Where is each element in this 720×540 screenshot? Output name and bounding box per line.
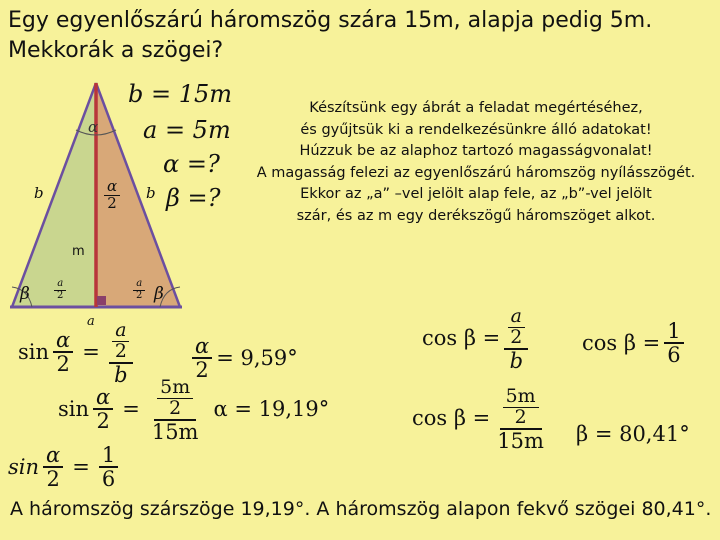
diagram-half-alpha-fraction: $\frac{\alpha}{2}$ [104, 179, 120, 212]
diagram-alpha-label: α [88, 118, 99, 136]
given-a: a = 5m [143, 116, 231, 144]
cosine-equation-1: cos β = $\frac{\frac{a}{2}}{b}$ [422, 304, 532, 372]
diagram-left-beta-label: β [20, 284, 30, 304]
sine-result-1: $\frac{\alpha}{2}$ = 9,59° [188, 335, 298, 381]
diagram-m-label: m [72, 244, 85, 259]
sine-equation-3: sin $\frac{\alpha}{2}$ = $\frac{1}{6}$ [8, 444, 122, 490]
explanation-line-6: szár, és az m egy derékszögű háromszöget alkot. [296, 207, 656, 224]
right-angle-marker [97, 296, 106, 305]
diagram-a-label: a [87, 314, 95, 329]
explanation-line-2: és gyűjtsük ki a rendelkezésünkre álló adatokat! [300, 121, 652, 138]
diagram-right-beta-label: β [154, 284, 164, 304]
sine-equation-1: sin $\frac{\alpha}{2}$ = $\frac{\frac{a}{2}}{b}$ [18, 318, 137, 386]
problem-title-line-1: Egy egyenlőszárú háromszög szára 15m, alapja pedig 5m. [8, 8, 653, 33]
problem-title [8, 6, 652, 66]
problem-title-line-2: Mekkorák a szögei? [8, 38, 224, 63]
diagram-right-b-label: b [146, 184, 156, 202]
diagram-half-a-left-fraction: $\frac{a}{2}$ [54, 279, 66, 301]
diagram-left-b-label: b [34, 184, 44, 202]
explanation-line-1: Készítsünk egy ábrát a feladat megértéséhez, [309, 100, 643, 116]
cosine-result-2: β = 80,41° [576, 422, 690, 446]
given-alpha: α =? [163, 150, 220, 178]
given-beta: β =? [166, 184, 221, 212]
explanation-text [236, 98, 716, 227]
cosine-result-1: cos β = $\frac{1}{6}$ [582, 320, 688, 366]
explanation-line-4: A magasság felezi az egyenlőszárú háromszög nyílásszögét. [256, 164, 696, 181]
sine-equation-2: sin $\frac{\alpha}{2}$ = $\frac{\frac{5m}{2}}{15m}$ α = 19,19° [58, 376, 330, 444]
diagram-half-a-right-fraction: $\frac{a}{2}$ [133, 279, 145, 301]
explanation-line-5: Ekkor az „a” –vel jelölt alap fele, az „b”-vel jelölt [300, 186, 652, 202]
given-b: b = 15m [128, 80, 233, 108]
cosine-equation-2: cos β = $\frac{\frac{5m}{2}}{15m}$ [412, 385, 544, 453]
conclusion-text: A háromszög szárszöge 19,19°. A háromszög alapon fekvő szögei 80,41°. [10, 498, 712, 520]
explanation-line-3: Húzzuk be az alaphoz tartozó magasságvonalat! [299, 143, 653, 159]
